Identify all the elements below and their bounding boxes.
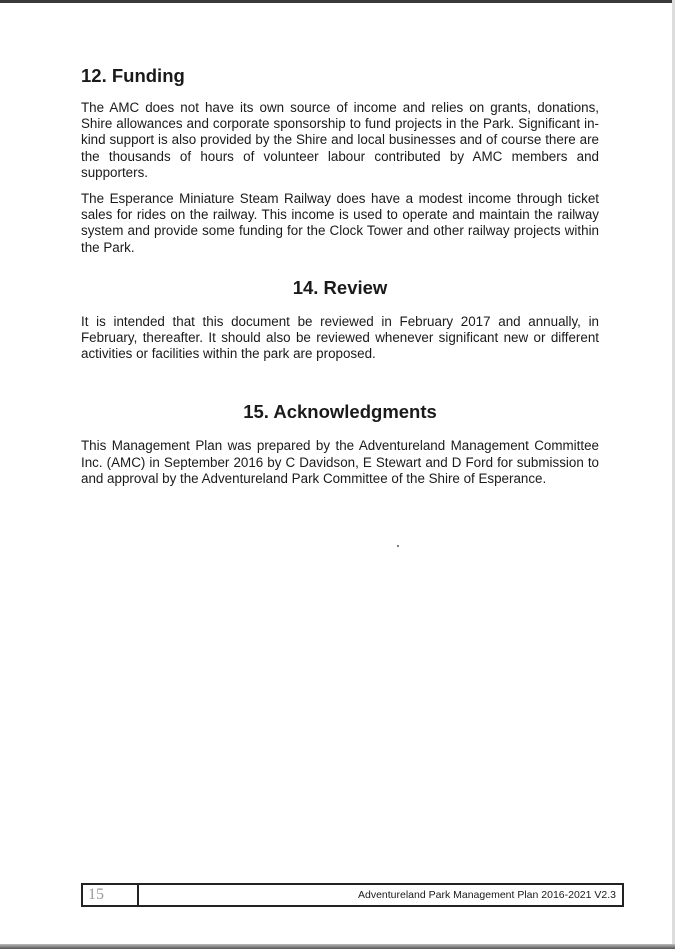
page-footer bbox=[81, 883, 624, 907]
document-body bbox=[81, 64, 599, 497]
funding-paragraph-2: The Esperance Miniature Steam Railway does have a modest income through ticket sales for rides on the railway. This income is used to operate and maintain the railway system and provide some funding for the Clock Tower and other railway projects within the Park. bbox=[81, 191, 599, 255]
heading-acknowledgments: 15. Acknowledgments bbox=[243, 401, 437, 423]
section-funding bbox=[81, 64, 599, 256]
funding-paragraph-1: The AMC does not have its own source of income and relies on grants, donations, Shire allowances and corporate sponsorship to fund projects in the Park. Significant in-kind support is also provided by the Shire and local businesses and of course there are the thousands of hours of volunteer labour contributed by AMC members and supporters. bbox=[81, 100, 599, 180]
acknowledgments-paragraph: This Management Plan was prepared by the Adventureland Management Committee Inc. (AMC) in September 2016 by C Davidson, E Stewart and D Ford for submission to and approval by the Adventureland Park Committee of the Shire of Esperance. bbox=[81, 438, 599, 486]
page-number: 15 bbox=[88, 886, 104, 903]
footer-page-cell bbox=[83, 885, 139, 905]
section-acknowledgments bbox=[81, 400, 599, 487]
review-paragraph: It is intended that this document be reviewed in February 2017 and annually, in February, thereafter. It should also be reviewed whenever significant new or different activities or facilities within the park are proposed. bbox=[81, 313, 599, 362]
footer-document-title: Adventureland Park Management Plan 2016-2021 V2.3 bbox=[357, 889, 616, 901]
heading-review: 14. Review bbox=[292, 276, 388, 298]
page-bottom-edge bbox=[0, 944, 675, 949]
section-review bbox=[81, 276, 599, 363]
heading-funding: 12. Funding bbox=[81, 65, 185, 86]
scan-speck bbox=[397, 545, 399, 547]
page-top-edge bbox=[0, 0, 675, 3]
